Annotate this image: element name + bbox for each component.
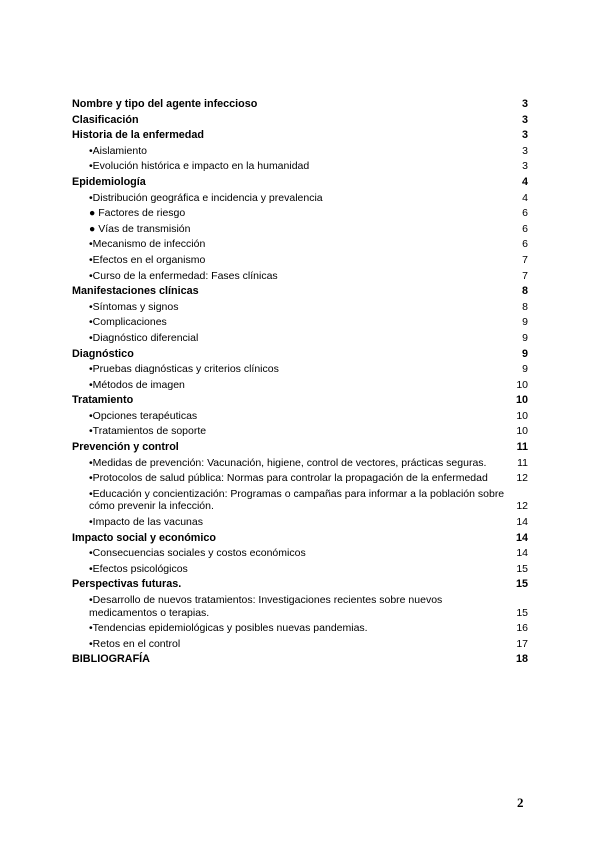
toc-subsection-entry[interactable] bbox=[72, 456, 528, 472]
toc-entry-label: Perspectivas futuras. bbox=[72, 578, 182, 591]
toc-section-entry[interactable] bbox=[72, 113, 528, 129]
toc-section-entry[interactable] bbox=[72, 577, 528, 593]
toc-subsection-entry[interactable] bbox=[72, 487, 528, 515]
toc-entry-label: •Distribución geográfica e incidencia y prevalencia bbox=[89, 191, 323, 204]
toc-entry-label: •Impacto de las vacunas bbox=[89, 516, 203, 529]
toc-entry-page: 12 bbox=[516, 472, 528, 485]
toc-entry-page: 6 bbox=[522, 207, 528, 220]
toc-entry-label: ● Factores de riesgo bbox=[89, 207, 186, 220]
toc-subsection-entry[interactable] bbox=[72, 315, 528, 331]
toc-entry-label: •Medidas de prevención: Vacunación, higiene, control de vectores, prácticas seguras. bbox=[89, 456, 487, 469]
toc-entry-page: 8 bbox=[522, 300, 528, 313]
toc-entry-page: 15 bbox=[516, 562, 528, 575]
toc-section-entry[interactable] bbox=[72, 393, 528, 409]
toc-entry-label: •Mecanismo de infección bbox=[89, 238, 206, 251]
toc-subsection-entry[interactable] bbox=[72, 191, 528, 207]
toc-entry-label: •Protocolos de salud pública: Normas para controlar la propagación de la enfermedad bbox=[89, 472, 488, 485]
toc-subsection-entry[interactable] bbox=[72, 144, 528, 160]
toc-subsection-entry[interactable] bbox=[72, 206, 528, 222]
toc-entry-page: 9 bbox=[522, 331, 528, 344]
toc-section-entry[interactable] bbox=[72, 652, 528, 668]
toc-section-entry[interactable] bbox=[72, 531, 528, 547]
toc-entry-label: Impacto social y económico bbox=[72, 531, 217, 544]
toc-entry-label: •Desarrollo de nuevos tratamientos: Investigaciones recientes sobre nuevos medicamentos o terapias. bbox=[89, 594, 443, 619]
toc-entry-label: Tratamiento bbox=[72, 394, 134, 407]
toc-subsection-entry[interactable] bbox=[72, 362, 528, 378]
toc-section-entry[interactable] bbox=[72, 128, 528, 144]
toc-entry-page: 3 bbox=[521, 129, 528, 142]
toc-entry-page: 4 bbox=[522, 191, 528, 204]
toc-entry-page: 3 bbox=[522, 160, 528, 173]
toc-subsection-entry[interactable] bbox=[72, 471, 528, 487]
toc-entry-page: 7 bbox=[522, 269, 528, 282]
toc-entry-page: 3 bbox=[522, 144, 528, 157]
toc-entry-label: •Evolución histórica e impacto en la humanidad bbox=[89, 160, 310, 173]
toc-entry-label: •Curso de la enfermedad: Fases clínicas bbox=[89, 269, 278, 282]
toc-subsection-entry[interactable] bbox=[72, 269, 528, 285]
toc-entry-label: •Consecuencias sociales y costos económicos bbox=[89, 547, 306, 560]
toc-entry-label: •Efectos en el organismo bbox=[89, 253, 206, 266]
toc-entry-page: 10 bbox=[516, 378, 528, 391]
toc-entry-label: Nombre y tipo del agente infeccioso bbox=[72, 98, 258, 110]
toc-entry-page: 6 bbox=[522, 238, 528, 251]
toc-entry-label: •Complicaciones bbox=[89, 316, 167, 329]
toc-entry-label: Clasificación bbox=[72, 113, 139, 126]
toc-entry-label: •Efectos psicológicos bbox=[89, 562, 188, 575]
toc-entry-label: •Aislamiento bbox=[89, 144, 147, 157]
toc-entry-page: 10 bbox=[515, 394, 528, 407]
toc-entry-label: ● Vías de transmisión bbox=[89, 222, 191, 235]
toc-subsection-entry[interactable] bbox=[72, 621, 528, 637]
toc-subsection-entry[interactable] bbox=[72, 159, 528, 175]
toc-entry-label: Manifestaciones clínicas bbox=[72, 285, 199, 298]
toc-entry-page: 15 bbox=[516, 606, 528, 619]
toc-entry-page: 11 bbox=[516, 441, 528, 454]
toc-entry-label: •Opciones terapéuticas bbox=[89, 409, 198, 422]
toc-section-entry[interactable] bbox=[72, 175, 528, 191]
toc-entry-page: 8 bbox=[521, 285, 528, 298]
toc-entry-page: 9 bbox=[522, 363, 528, 376]
table-of-contents bbox=[72, 97, 528, 668]
toc-subsection-entry[interactable] bbox=[72, 378, 528, 394]
toc-entry-label: •Síntomas y signos bbox=[89, 300, 179, 313]
toc-subsection-entry[interactable] bbox=[72, 637, 528, 653]
toc-entry-page: 18 bbox=[515, 653, 528, 666]
toc-entry-page: 9 bbox=[521, 347, 528, 360]
toc-subsection-entry[interactable] bbox=[72, 593, 528, 621]
toc-entry-page: 3 bbox=[521, 98, 528, 110]
toc-subsection-entry[interactable] bbox=[72, 300, 528, 316]
toc-subsection-entry[interactable] bbox=[72, 253, 528, 269]
toc-subsection-entry[interactable] bbox=[72, 546, 528, 562]
toc-subsection-entry[interactable] bbox=[72, 237, 528, 253]
toc-subsection-entry[interactable] bbox=[72, 409, 528, 425]
toc-subsection-entry[interactable] bbox=[72, 562, 528, 578]
toc-entry-page: 12 bbox=[516, 500, 528, 513]
toc-entry-label: •Métodos de imagen bbox=[89, 378, 185, 391]
toc-section-entry[interactable] bbox=[72, 440, 528, 456]
toc-entry-page: 14 bbox=[516, 516, 528, 529]
toc-entry-label: •Tendencias epidemiológicas y posibles nuevas pandemias. bbox=[89, 622, 368, 635]
toc-entry-page: 3 bbox=[521, 113, 528, 126]
toc-entry-page: 11 bbox=[517, 456, 528, 469]
toc-entry-label: Prevención y control bbox=[72, 441, 179, 454]
toc-entry-page: 14 bbox=[516, 547, 528, 560]
toc-section-entry[interactable] bbox=[72, 284, 528, 300]
toc-entry-page: 15 bbox=[515, 578, 528, 591]
toc-entry-label: •Retos en el control bbox=[89, 637, 181, 650]
toc-subsection-entry[interactable] bbox=[72, 424, 528, 440]
toc-entry-page: 4 bbox=[521, 175, 528, 188]
toc-entry-page: 7 bbox=[522, 253, 528, 266]
toc-entry-page: 10 bbox=[516, 409, 528, 422]
toc-entry-label: Epidemiología bbox=[72, 175, 146, 188]
toc-subsection-entry[interactable] bbox=[72, 222, 528, 238]
page-number: 2 bbox=[517, 795, 524, 810]
toc-entry-page: 16 bbox=[516, 622, 528, 635]
toc-entry-label: •Pruebas diagnósticas y criterios clínicos bbox=[89, 363, 279, 376]
toc-subsection-entry[interactable] bbox=[72, 515, 528, 531]
toc-entry-label: •Tratamientos de soporte bbox=[89, 425, 207, 438]
toc-entry-label: Diagnóstico bbox=[72, 347, 134, 360]
toc-entry-page: 17 bbox=[516, 637, 528, 650]
toc-entry-label: •Diagnóstico diferencial bbox=[89, 331, 199, 344]
toc-entry-label: Historia de la enfermedad bbox=[72, 129, 205, 142]
toc-section-entry[interactable] bbox=[72, 97, 528, 113]
toc-entry-page: 10 bbox=[516, 425, 528, 438]
toc-entry-page: 6 bbox=[522, 222, 528, 235]
toc-entry-page: 14 bbox=[515, 531, 528, 544]
toc-entry-label: BIBLIOGRAFÍA bbox=[72, 653, 150, 666]
toc-section-entry[interactable] bbox=[72, 347, 528, 363]
toc-subsection-entry[interactable] bbox=[72, 331, 528, 347]
toc-entry-label: •Educación y concientización: Programas o campañas para informar a la población sobre cómo prevenir la infección. bbox=[89, 487, 505, 513]
toc-entry-page: 9 bbox=[522, 316, 528, 329]
